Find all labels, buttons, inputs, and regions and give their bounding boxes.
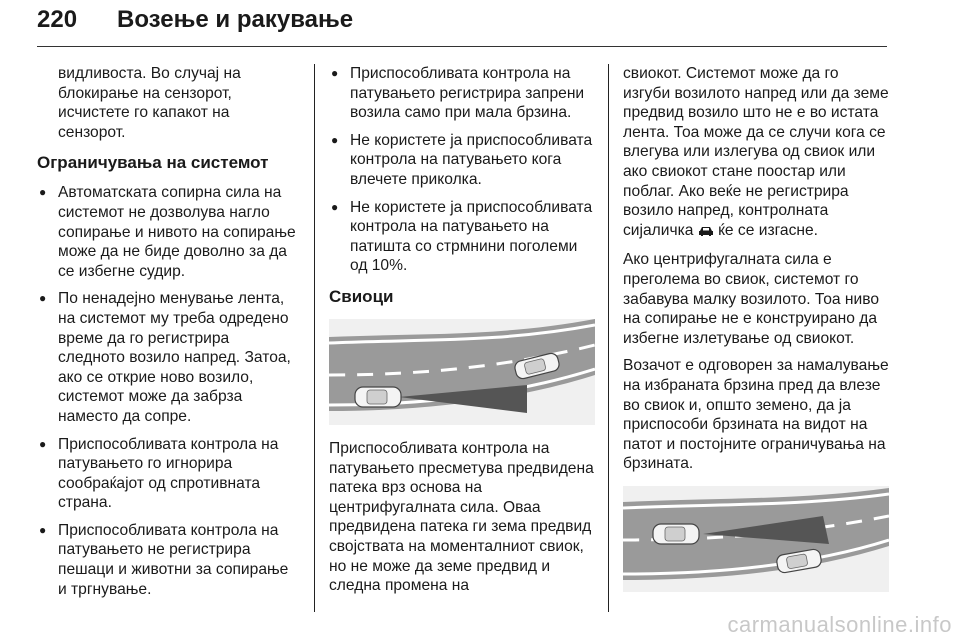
curve-illustration	[623, 486, 889, 592]
paragraph: Ако центрифугалната сила е преголема во свиок, системот го забавува малку возилото. Тоа ниво на сопирање не е конструирано да избегне излетување од свиокот.	[623, 251, 880, 347]
column-divider	[608, 64, 609, 612]
column-3	[623, 64, 889, 606]
curves-paragraph: Приспособливата контрола на патувањето пресметува предвидена патека врз основа на центрифугалната сила. Оваа предвидена патека ги зема предвид својствата на моменталниот свиок, но не може да земе предвид и следна промена на	[329, 439, 594, 595]
list-item: ● Автоматската сопирна сила на системот не дозволува нагло сопирање и нивото на сопирање може да не биде доволно за да се избегне судир.	[37, 183, 299, 281]
curve-illustration	[329, 319, 595, 425]
list-item: ● Приспособливата контрола на патувањето го игнорира сообраќајот од спротивната страна.	[37, 435, 299, 513]
page-number: 220	[37, 6, 78, 33]
page-title: Возење и ракување	[117, 6, 354, 33]
header-rule	[37, 46, 887, 47]
list-item: ● Приспособливата контрола на патувањето не регистрира пешаци и животни за сопирање и тргнување.	[37, 521, 299, 599]
limitations-list	[37, 183, 299, 599]
text-span: ќе се изгасне.	[713, 221, 819, 239]
column-1	[37, 64, 299, 607]
paragraph: Возачот е одговорен за намалување на избраната брзина пред да влезе во свиок и, општо земено, да ја приспособи брзината на видот на патот и постојните ограничувања на брзината.	[623, 357, 889, 473]
vehicle-ahead-icon	[698, 223, 714, 243]
watermark: carmanualsonline.info	[727, 612, 952, 637]
own-car-icon	[355, 387, 401, 407]
text-span: свиокот. Системот може да го изгуби возилото напред или да земе предвид возило што не е во истата лента. Тоа може да се случи кога се влегува или излегува од свиок или ако свиокот стане поостар или поблаг. Ако веќе не регистрира возило напред, контролната сијаличка	[623, 65, 889, 239]
curve-road-image	[329, 319, 595, 425]
page-header	[37, 0, 887, 50]
list-item: ● Приспособливата контрола на патувањето регистрира запрени возила само при мала брзина.	[329, 64, 597, 123]
column-2	[329, 64, 597, 604]
restrictions-list	[329, 64, 597, 276]
list-item: ● По ненадејно менување лента, на системот му треба одредено време да го регистрира следното возило напред. Затоа, ако се открие ново возило, системот може да забрза наместо да сопре.	[37, 289, 299, 426]
section-heading-curves: Свиоци	[329, 286, 394, 306]
intro-paragraph: видливоста. Во случај на блокирање на сензорот, исчистете го капакот на сензорот.	[58, 65, 241, 141]
curve-road-image-2	[623, 486, 889, 592]
paragraph	[623, 64, 889, 242]
own-car-icon	[653, 524, 699, 544]
list-item: ● Не користете ја приспособливата контрола на патувањето на патишта со стрмнини поголеми од 10%.	[329, 198, 597, 276]
column-divider	[314, 64, 315, 612]
list-item: ● Не користете ја приспособливата контрола на патувањето кога влечете приколка.	[329, 131, 597, 190]
section-heading-limitations: Ограничувања на системот	[37, 153, 269, 173]
